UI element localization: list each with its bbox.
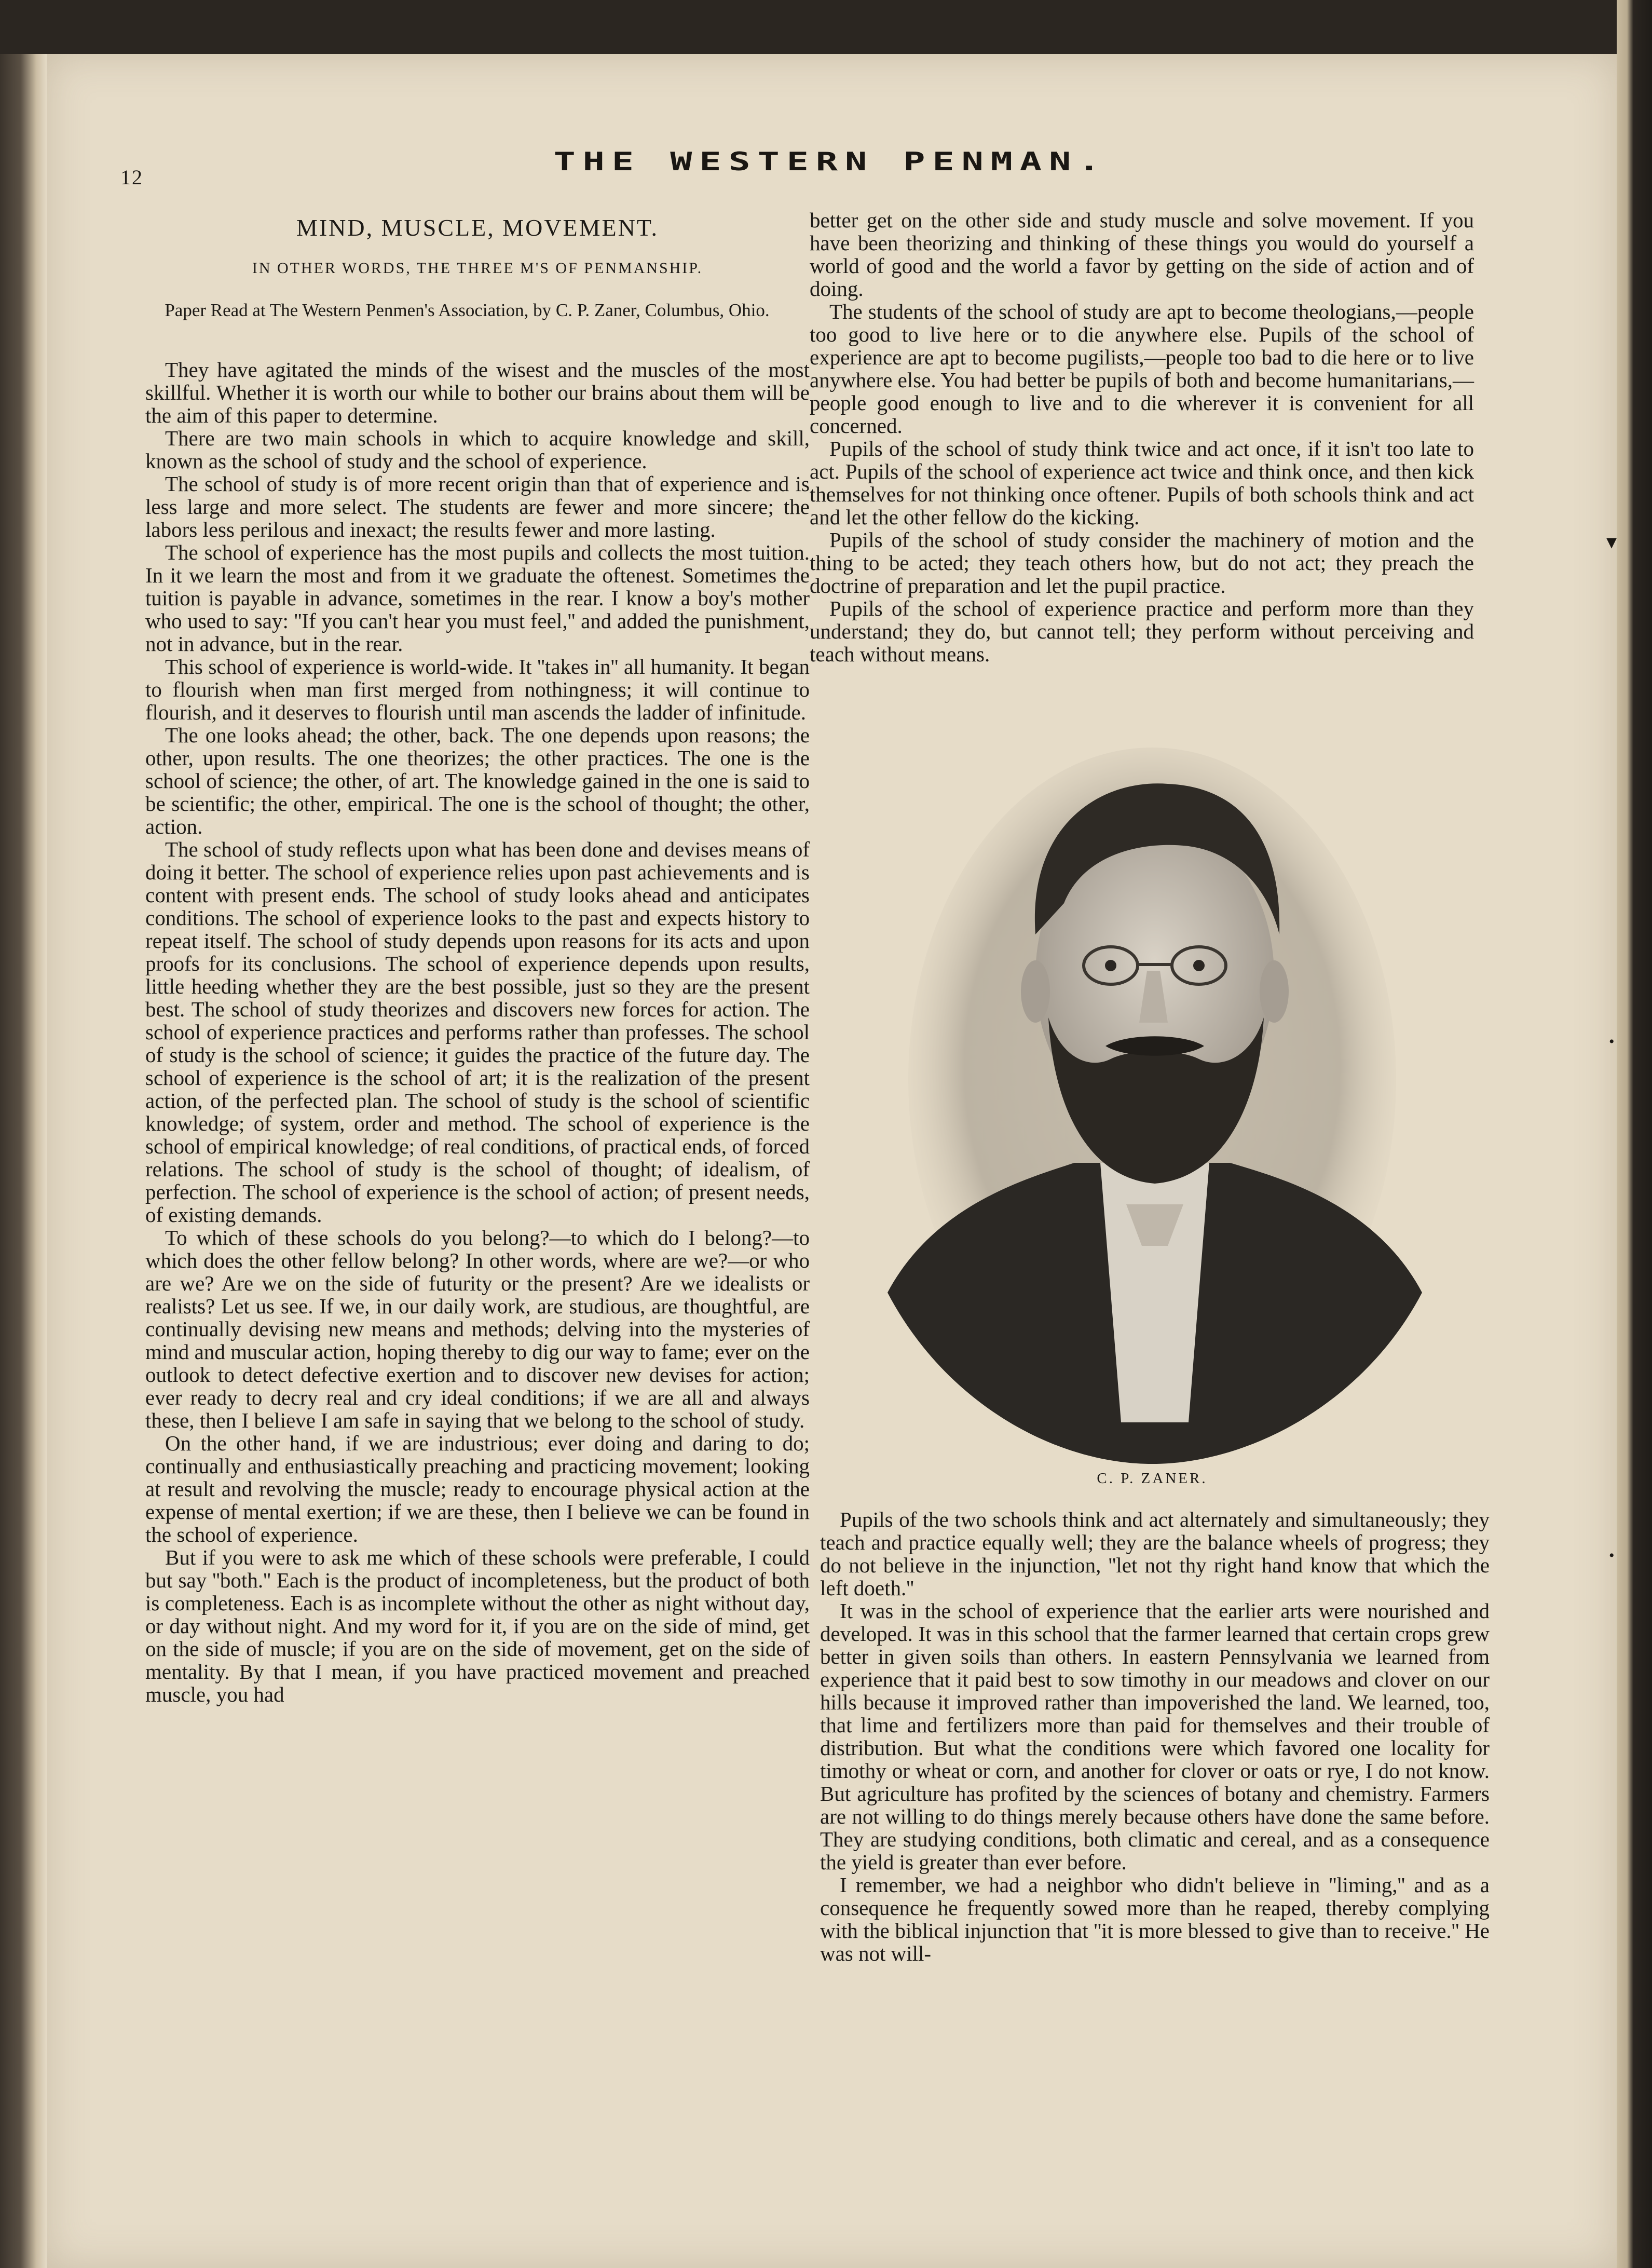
paragraph: This school of experience is world-wide. It ''takes in'' all humanity. It began to flourish when man first merged from nothingness; it will continue to flourish, and it deserves to flourish until man ascends the ladder of infinitude. — [145, 655, 810, 724]
article-byline: Paper Read at The Western Penmen's Association, by C. P. Zaner, Columbus, Ohio. — [165, 300, 770, 320]
paragraph: I remember, we had a neighbor who didn't believe in ''liming,'' and as a consequence he frequently sowed more than he reaped, thereby complying with the biblical injunction that ''it is more blessed to give than to receive.'' He was not will- — [820, 1873, 1490, 1965]
paragraph: The one looks ahead; the other, back. The one depends upon reasons; the other, upon results. The one theorizes; the other practices. The one is the school of science; the other, of art. The knowledge gained in the one is said to be scientific; the other, empirical. The one is the school of thought; the other, action. — [145, 723, 810, 838]
paragraph: Pupils of the school of experience practice and perform more than they understand; they do, but cannot tell; they perform without perceiving and teach without means. — [810, 596, 1474, 666]
right-column-top — [810, 209, 1474, 666]
article-subtitle: IN OTHER WORDS, THE THREE M'S OF PENMANSHIP. — [252, 260, 703, 277]
scan-top-border — [0, 0, 1652, 54]
margin-mark: • — [1609, 1547, 1615, 1564]
right-column-bottom — [820, 1508, 1490, 1965]
portrait-photo — [856, 748, 1448, 1464]
paragraph: Pupils of the two schools think and act alternately and simultaneously; they teach and practice equally well; they are the balance wheels of progress; they do not believe in the injunction, ''let not thy right hand know that which the left doeth.'' — [820, 1508, 1490, 1600]
paragraph: The school of study is of more recent origin than that of experience and is less large and more select. The students are fewer and more sincere; the labors less perilous and inexact; the results fewer and more lasting. — [145, 472, 810, 541]
margin-mark: • — [1609, 1033, 1615, 1050]
paragraph: Pupils of the school of study consider the machinery of motion and the thing to be acted; they teach others how, but do not act; they preach the doctrine of preparation and let the pupil practice. — [810, 528, 1474, 597]
photo-caption: C. P. ZANER. — [1097, 1470, 1208, 1487]
paragraph: The school of study reflects upon what has been done and devises means of doing it better. The school of experience relies upon past achievements and is content with present ends. The school of study looks ahead and anticipates conditions. The school of experience looks to the past and expects history to repeat itself. The school of study depends upon reasons for its acts and upon proofs for its conclusions. The school of experience depends upon results, little heeding whether they are the best possible, just so they are the present best. The school of study theorizes and discovers new forces for action. The school of experience practices and performs rather than professes. The school of study is the school of science; it guides the practice of the future day. The school of experience is the school of art; it is the realization of the present action, of the perfected plan. The school of study is the school of scientific knowledge; of system, order and method. The school of experience is the school of empirical knowledge; of real conditions, of practical ends, of forced relations. The school of study is the school of thought; of idealism, of perfection. The school of experience is the school of action; of present needs, of existing demands. — [145, 837, 810, 1227]
paragraph: It was in the school of experience that the earlier arts were nourished and developed. It was in this school that the farmer learned that certain crops grew better in given soils than others. In eastern Pennsylvania we learned from experience that it paid best to sow timothy in our meadows and clover on our hills because it improved rather than impoverished the land. We learned, too, that lime and fertilizers more than paid for themselves and their trouble of distribution. But what the conditions were which favored one locality for timothy or wheat or corn, and another for clover or oats or rye, I do not know. But agriculture has profited by the sciences of botany and chemistry. Farmers are not willing to do things merely because others have done the same before. They are studying conditions, both climatic and cereal, and as a consequence the yield is greater than ever before. — [820, 1599, 1490, 1874]
facing-page-edge — [1617, 0, 1652, 2268]
article-title: MIND, MUSCLE, MOVEMENT. — [296, 214, 659, 241]
page-number: 12 — [120, 166, 143, 189]
paragraph: But if you were to ask me which of these schools were preferable, I could but say ''both.'' Each is the product of incompleteness, but the product of both is completeness. Each is as incomplete without the other as night without day, or day without night. And my word for it, if you are on the side of mind, get on the side of muscle; if you are on the side of movement, get on the side of mentality. By that I mean, if you have practiced movement and preached muscle, you had — [145, 1545, 810, 1706]
eye — [1105, 960, 1116, 971]
paragraph: The students of the school of study are apt to become theologians,—people too good to live here or to die anywhere else. Pupils of the school of experience are apt to become pugilists,—people too bad to die here or to live anywhere else. You had better be pupils of both and become humanitarians,—people good enough to live and to die wherever it is convenient for all concerned. — [810, 300, 1474, 438]
left-column — [145, 358, 810, 1706]
margin-mark: ▾ — [1606, 530, 1617, 553]
paragraph: Pupils of the school of study think twice and act once, if it isn't too late to act. Pupils of the school of experience act twice and think once, and then kick themselves for not thinking once oftener. Pupils of both schools think and act and let the other fellow do the kicking. — [810, 437, 1474, 529]
paragraph: To which of these schools do you belong?—to which do I belong?—to which does the other fellow belong? In other words, where are we?—or who are we? Are we on the side of futurity or the present? Are we idealists or realists? Let us see. If we, in our daily work, are studious, are thoughtful, are continually devising new means and methods; delving into the mysteries of mind and muscular action, hoping thereby to dig our way to fame; ever on the outlook to detect defective exertion and to discover new devises for action; ever ready to decry real and cry ideal conditions; if we are all and always these, then I believe I am safe in saying that we belong to the school of study. — [145, 1226, 810, 1432]
ear — [1260, 960, 1289, 1023]
eye — [1193, 960, 1205, 971]
paragraph: There are two main schools in which to acquire knowledge and skill, known as the school of study and the school of experience. — [145, 426, 810, 473]
paragraph: better get on the other side and study muscle and solve movement. If you have been theorizing and thinking of these things you would do yourself a world of good and the world a favor by getting on the side of action and of doing. — [810, 208, 1474, 301]
masthead: THE WESTERN PENMAN. — [553, 146, 1108, 176]
paragraph: The school of experience has the most pupils and collects the most tuition. In it we learn the most and from it we graduate the oftenest. Sometimes the tuition is payable in advance, sometimes in the rear. I know a boy's mother who used to say: ''If you can't hear you must feel,'' and added the punishment, not in advance, but in the rear. — [145, 540, 810, 656]
ear — [1021, 960, 1050, 1023]
paragraph: On the other hand, if we are industrious; ever doing and daring to do; continually and enthusiastically preaching and practicing movement; looking at result and revolving the muscle; ready to encourage physical action at the expense of mental exertion; if we are these, then I believe we can be found in the school of experience. — [145, 1431, 810, 1546]
paragraph: They have agitated the minds of the wisest and the muscles of the most skillful. Whether it is worth our while to bother our brains about them will be the aim of this paper to determine. — [145, 358, 810, 427]
